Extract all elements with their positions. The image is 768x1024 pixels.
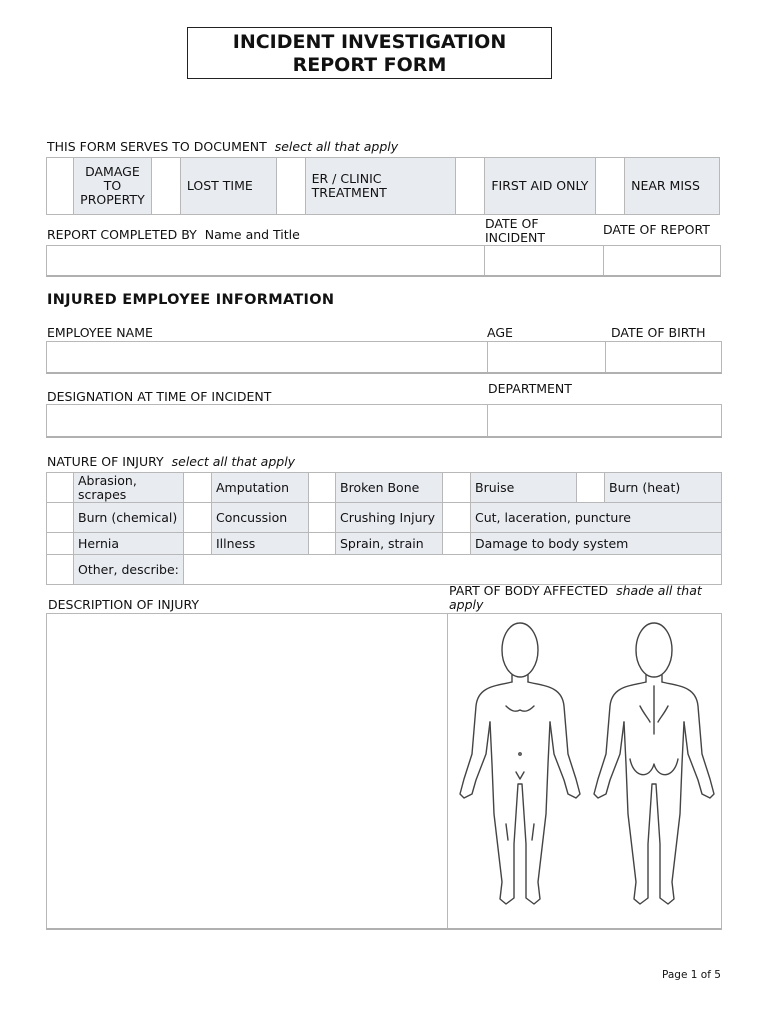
age-field[interactable] xyxy=(488,342,605,373)
body-front-icon xyxy=(460,623,580,904)
employee-info-row xyxy=(46,341,722,374)
description-label: DESCRIPTION OF INJURY xyxy=(48,597,199,612)
injury-illness: Illness xyxy=(212,533,309,555)
body-diagram-icon xyxy=(448,614,721,929)
date-of-report-field[interactable] xyxy=(604,246,720,276)
page-number: Page 1 of 5 xyxy=(662,969,721,981)
dob-label: DATE OF BIRTH xyxy=(611,325,706,340)
burn-heat-checkbox[interactable] xyxy=(577,473,605,503)
date-of-incident-field[interactable] xyxy=(485,246,603,276)
form-title-line2: REPORT FORM xyxy=(292,54,447,76)
injury-damage-body: Damage to body system xyxy=(471,533,722,555)
option-first-aid: FIRST AID ONLY xyxy=(485,158,596,215)
age-label: AGE xyxy=(487,325,513,340)
designation-row xyxy=(46,404,722,438)
form-title xyxy=(187,27,552,79)
injury-sprain: Sprain, strain xyxy=(336,533,443,555)
document-type-table xyxy=(46,157,720,215)
injury-hernia: Hernia xyxy=(74,533,184,555)
designation-field[interactable] xyxy=(47,405,487,437)
near-miss-checkbox[interactable] xyxy=(596,158,625,215)
option-er-clinic: ER / CLINIC TREATMENT xyxy=(305,158,456,215)
injury-crushing: Crushing Injury xyxy=(336,503,443,533)
crushing-checkbox[interactable] xyxy=(309,503,336,533)
sprain-checkbox[interactable] xyxy=(309,533,336,555)
report-info-row xyxy=(46,245,721,277)
date-of-incident-label: DATE OF INCIDENT xyxy=(485,216,545,245)
injury-cut: Cut, laceration, puncture xyxy=(471,503,722,533)
injury-burn-heat: Burn (heat) xyxy=(605,473,722,503)
employee-section-title: INJURED EMPLOYEE INFORMATION xyxy=(47,292,335,308)
dob-field[interactable] xyxy=(606,342,721,373)
option-lost-time: LOST TIME xyxy=(180,158,276,215)
document-type-label: THIS FORM SERVES TO DOCUMENT select all that apply xyxy=(47,139,399,154)
option-near-miss: NEAR MISS xyxy=(625,158,720,215)
employee-name-label: EMPLOYEE NAME xyxy=(47,325,153,340)
bruise-checkbox[interactable] xyxy=(443,473,471,503)
department-label: DEPARTMENT xyxy=(488,381,572,396)
other-describe-field[interactable] xyxy=(184,555,722,585)
injury-label: NATURE OF INJURY select all that apply xyxy=(47,454,296,469)
option-damage-property: DAMAGE TO PROPERTY xyxy=(73,158,151,215)
injury-amputation: Amputation xyxy=(212,473,309,503)
abrasion-checkbox[interactable] xyxy=(47,473,74,503)
injury-abrasion: Abrasion, scrapes xyxy=(74,473,184,503)
other-checkbox[interactable] xyxy=(47,555,74,585)
department-field[interactable] xyxy=(488,405,721,437)
damage-checkbox[interactable] xyxy=(47,158,74,215)
hernia-checkbox[interactable] xyxy=(47,533,74,555)
er-clinic-checkbox[interactable] xyxy=(276,158,305,215)
body-affected-label: PART OF BODY AFFECTED shade all that apply xyxy=(449,583,702,612)
description-row xyxy=(46,613,722,930)
injury-bruise: Bruise xyxy=(471,473,577,503)
broken-bone-checkbox[interactable] xyxy=(309,473,336,503)
body-diagram-area[interactable] xyxy=(448,614,721,929)
burn-chemical-checkbox[interactable] xyxy=(47,503,74,533)
first-aid-checkbox[interactable] xyxy=(456,158,485,215)
body-back-icon xyxy=(594,623,714,904)
illness-checkbox[interactable] xyxy=(184,533,212,555)
injury-concussion: Concussion xyxy=(212,503,309,533)
concussion-checkbox[interactable] xyxy=(184,503,212,533)
injury-broken-bone: Broken Bone xyxy=(336,473,443,503)
description-field[interactable] xyxy=(47,614,447,929)
damage-body-checkbox[interactable] xyxy=(443,533,471,555)
cut-checkbox[interactable] xyxy=(443,503,471,533)
completed-by-field[interactable] xyxy=(47,246,484,276)
lost-time-checkbox[interactable] xyxy=(151,158,180,215)
form-title-line1: INCIDENT INVESTIGATION xyxy=(232,31,507,53)
amputation-checkbox[interactable] xyxy=(184,473,212,503)
injury-burn-chemical: Burn (chemical) xyxy=(74,503,184,533)
completed-by-label: REPORT COMPLETED BY Name and Title xyxy=(47,227,300,242)
injury-table xyxy=(46,472,722,585)
injury-other: Other, describe: xyxy=(74,555,184,585)
date-of-report-label: DATE OF REPORT xyxy=(603,222,710,237)
employee-name-field[interactable] xyxy=(47,342,487,373)
designation-label: DESIGNATION AT TIME OF INCIDENT xyxy=(47,389,272,404)
